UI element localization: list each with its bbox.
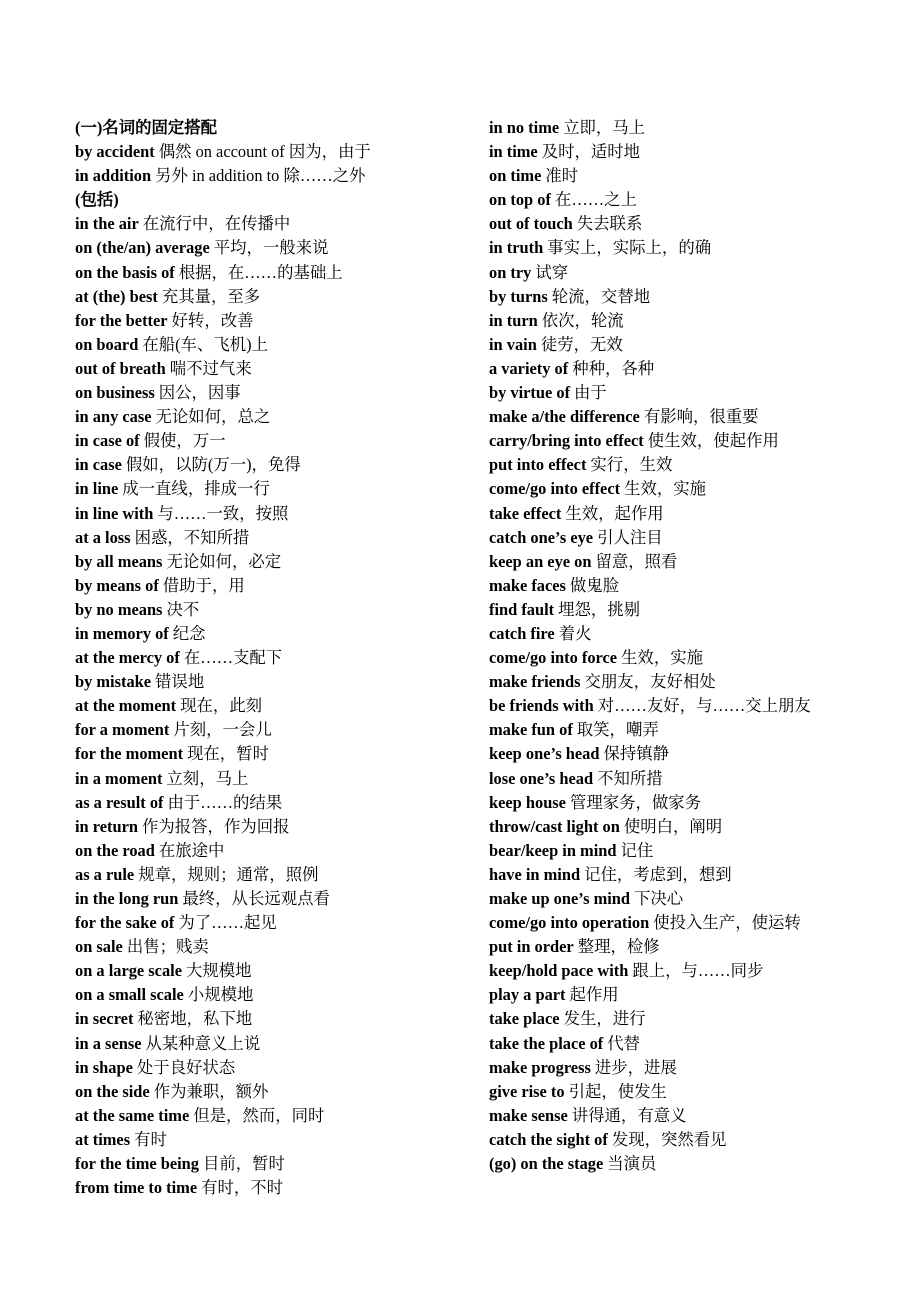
phrase-entry	[75, 959, 440, 983]
phrase-english: by means of	[75, 575, 159, 595]
phrase-entry	[75, 381, 440, 405]
phrase-chinese: 现在，此刻	[180, 696, 263, 716]
phrase-chinese: 由于……的结果	[167, 792, 283, 812]
phrase-chinese: 处于良好状态	[136, 1057, 236, 1077]
phrase-chinese: 试穿	[535, 262, 569, 282]
phrase-chinese: 在船(车、飞机)上	[142, 334, 268, 354]
phrase-entry	[75, 815, 440, 839]
phrase-english: in any case	[75, 407, 152, 427]
phrase-entry	[489, 1104, 849, 1128]
phrase-entry	[489, 742, 849, 766]
phrase-chinese: 及时，适时地	[541, 142, 641, 162]
phrase-entry	[489, 1128, 849, 1152]
phrase-english: on (the/an) average	[75, 238, 210, 258]
phrase-english: by accident	[75, 142, 155, 162]
phrase-entry	[75, 887, 440, 911]
phrase-entry	[75, 1056, 440, 1080]
phrase-english: in truth	[489, 238, 544, 258]
phrase-chinese: 成一直线，排成一行	[122, 479, 270, 499]
phrase-chinese: 现在，暂时	[187, 744, 269, 764]
phrase-entry	[75, 309, 440, 333]
phrase-english: put into effect	[489, 455, 587, 475]
phrase-entry	[75, 357, 440, 381]
phrase-entry	[489, 405, 849, 429]
phrase-english: in secret	[75, 1009, 134, 1029]
phrase-english: catch the sight of	[489, 1129, 608, 1149]
phrase-entry	[489, 1007, 849, 1031]
phrase-chinese: 下决心	[634, 889, 684, 908]
phrase-english: make up one’s mind	[489, 889, 631, 908]
phrase-chinese: 在流行中，在传播中	[142, 214, 291, 234]
phrase-chinese: 与……一致，按照	[157, 503, 289, 523]
phrase-chinese: 作为兼职，额外	[153, 1081, 269, 1101]
phrase-entry	[489, 477, 849, 501]
phrase-chinese: 因公，因事	[158, 383, 241, 403]
phrase-entry	[75, 188, 440, 212]
phrase-chinese: 讲得通，有意义	[571, 1105, 687, 1125]
phrase-chinese: 生效，实施	[624, 479, 707, 499]
phrase-entry	[75, 1128, 440, 1152]
phrase-entry	[489, 1056, 849, 1080]
phrase-entry	[75, 694, 440, 718]
phrase-english: (一)名词的固定搭配	[75, 118, 218, 137]
phrase-entry	[489, 453, 849, 477]
phrase-chinese: 另外 in addition to 除……之外	[155, 166, 366, 186]
phrase-entry	[489, 1152, 849, 1176]
phrase-chinese: 留意，照看	[595, 551, 678, 571]
phrase-english: make friends	[489, 672, 581, 692]
phrase-english: in vain	[489, 334, 537, 354]
phrase-english: on the side	[75, 1081, 150, 1101]
phrase-entry	[75, 502, 440, 526]
phrase-english: for the better	[75, 310, 168, 330]
phrase-chinese: 种种，各种	[572, 358, 655, 378]
phrase-chinese: 失去联系	[576, 214, 643, 234]
phrase-chinese: 纪念	[172, 623, 206, 643]
phrase-english: on sale	[75, 937, 123, 957]
phrase-entry	[489, 622, 849, 646]
phrase-chinese: 实行，生效	[590, 455, 673, 475]
phrase-english: at (the) best	[75, 286, 158, 306]
phrase-english: take effect	[489, 503, 562, 523]
phrase-entry	[75, 670, 440, 694]
phrase-entry	[489, 116, 849, 140]
phrase-english: find fault	[489, 599, 555, 619]
phrase-english: carry/bring into effect	[489, 431, 644, 451]
phrase-entry	[75, 140, 440, 164]
phrase-chinese: 轮流，交替地	[551, 286, 651, 306]
phrase-chinese: 出售；贱卖	[126, 937, 209, 957]
phrase-chinese: 引人注目	[597, 527, 663, 547]
phrase-entry	[75, 863, 440, 887]
phrase-chinese: 平均，一般来说	[213, 238, 329, 258]
phrase-english: keep an eye on	[489, 551, 592, 571]
phrase-entry	[75, 477, 440, 501]
phrase-english: make progress	[489, 1057, 591, 1077]
phrase-chinese: 作为报答，作为回报	[142, 816, 290, 836]
phrase-english: in no time	[489, 118, 560, 137]
phrase-chinese: 借助于，用	[162, 575, 245, 595]
phrase-chinese: 当演员	[607, 1154, 657, 1174]
phrase-english: by turns	[489, 286, 548, 306]
phrase-entry	[489, 188, 849, 212]
phrase-chinese: 立刻，马上	[166, 768, 249, 788]
phrase-chinese: 记住，考虑到，想到	[584, 864, 732, 884]
phrase-english: play a part	[489, 985, 566, 1005]
phrase-chinese: 假使，万一	[143, 431, 226, 451]
phrase-entry	[75, 212, 440, 236]
phrase-entry	[489, 309, 849, 333]
phrase-chinese: 假如，以防(万一)，免得	[125, 455, 301, 475]
phrase-entry	[489, 285, 849, 309]
phrase-entry	[489, 140, 849, 164]
phrase-entry	[489, 983, 849, 1007]
phrase-entry	[75, 1152, 440, 1176]
phrase-entry	[75, 646, 440, 670]
phrase-english: take place	[489, 1009, 560, 1029]
phrase-entry	[489, 791, 849, 815]
phrase-english: out of breath	[75, 358, 166, 378]
phrase-english: at the mercy of	[75, 648, 180, 668]
phrase-entry	[75, 550, 440, 574]
phrase-entry	[75, 1104, 440, 1128]
phrase-english: as a result of	[75, 792, 164, 812]
phrase-entry	[489, 212, 849, 236]
phrase-english: in a sense	[75, 1033, 142, 1053]
phrase-english: a variety of	[489, 358, 569, 378]
phrase-chinese: 依次，轮流	[541, 310, 624, 330]
phrase-entry	[75, 767, 440, 791]
phrase-entry	[75, 598, 440, 622]
phrase-english: in case of	[75, 431, 140, 451]
phrase-chinese: 喘不过气来	[169, 358, 252, 378]
phrase-entry	[489, 1032, 849, 1056]
phrase-entry	[489, 381, 849, 405]
phrase-english: as a rule	[75, 864, 135, 884]
phrase-chinese: 困惑，不知所措	[134, 527, 250, 547]
phrase-entry	[75, 1032, 440, 1056]
phrase-chinese: 小规模地	[187, 985, 254, 1005]
phrase-entry	[75, 429, 440, 453]
phrase-entry	[489, 261, 849, 285]
phrase-chinese: 保持镇静	[603, 744, 670, 764]
phrase-english: have in mind	[489, 864, 581, 884]
phrase-entry	[489, 670, 849, 694]
phrase-entry	[489, 911, 849, 935]
phrase-entry	[75, 791, 440, 815]
phrase-chinese: 管理家务，做家务	[569, 792, 702, 812]
phrase-english: keep/hold pace with	[489, 961, 629, 981]
phrase-english: be friends with	[489, 696, 594, 716]
phrase-chinese: 交朋友，友好相处	[584, 672, 716, 692]
phrase-english: make fun of	[489, 720, 573, 740]
phrase-entry	[75, 622, 440, 646]
phrase-chinese: 由于	[574, 383, 607, 403]
phrase-english: for the moment	[75, 744, 184, 764]
phrase-english: for the sake of	[75, 913, 175, 933]
phrase-english: bear/keep in mind	[489, 840, 617, 860]
phrase-entry	[489, 694, 849, 718]
phrase-english: in line with	[75, 503, 154, 523]
phrase-english: take the place of	[489, 1033, 604, 1053]
phrase-english: catch one’s eye	[489, 527, 594, 547]
phrase-chinese: 引起，使发生	[568, 1081, 667, 1101]
phrase-english: keep house	[489, 792, 566, 812]
phrase-chinese: 片刻，一会儿	[173, 720, 272, 740]
phrase-english: give rise to	[489, 1081, 565, 1101]
phrase-english: keep one’s head	[489, 744, 600, 764]
phrase-english: on board	[75, 334, 139, 354]
phrase-english: lose one’s head	[489, 768, 594, 788]
phrase-chinese: 充其量，至多	[161, 286, 261, 306]
phrase-entry	[489, 1080, 849, 1104]
phrase-entry	[75, 983, 440, 1007]
phrase-english: at a loss	[75, 527, 131, 547]
phrase-entry	[489, 935, 849, 959]
phrase-english: in addition	[75, 166, 152, 186]
phrase-chinese: 对……友好，与……交上朋友	[597, 696, 811, 716]
phrase-entry	[75, 261, 440, 285]
phrase-english: in return	[75, 816, 138, 836]
phrase-entry	[75, 405, 440, 429]
phrase-chinese: 记住	[620, 840, 654, 860]
phrase-chinese: 根据，在……的基础上	[178, 262, 343, 282]
phrase-entry	[75, 333, 440, 357]
phrase-chinese: 代替	[607, 1033, 641, 1053]
phrase-chinese: 立即，马上	[563, 118, 646, 137]
phrase-entry	[489, 357, 849, 381]
phrase-entry	[75, 911, 440, 935]
phrase-english: put in order	[489, 937, 574, 957]
left-column	[75, 116, 440, 1200]
phrase-entry	[75, 1176, 440, 1200]
phrase-english: in shape	[75, 1057, 133, 1077]
phrase-english: for the time being	[75, 1154, 199, 1174]
phrase-chinese: 最终，从长远观点看	[182, 889, 330, 908]
phrase-entry	[75, 1080, 440, 1104]
phrase-english: at the moment	[75, 696, 177, 716]
phrase-entry	[489, 598, 849, 622]
phrase-chinese: 有时，不时	[201, 1178, 284, 1198]
phrase-entry	[75, 285, 440, 309]
phrase-english: in line	[75, 479, 119, 499]
phrase-entry	[489, 236, 849, 260]
phrase-chinese: 起作用	[569, 985, 619, 1005]
phrase-english: in turn	[489, 310, 538, 330]
phrase-english: on a small scale	[75, 985, 184, 1005]
phrase-chinese: 跟上，与……同步	[632, 961, 764, 981]
phrase-english: out of touch	[489, 214, 573, 234]
phrase-english: by no means	[75, 599, 163, 619]
phrase-english: (go) on the stage	[489, 1154, 604, 1174]
phrase-entry	[489, 164, 849, 188]
phrase-english: in case	[75, 455, 122, 475]
phrase-entry	[75, 718, 440, 742]
phrase-entry	[75, 839, 440, 863]
phrase-english: in time	[489, 142, 538, 162]
phrase-chinese: 从某种意义上说	[145, 1033, 261, 1053]
phrase-english: (包括)	[75, 190, 119, 210]
phrase-chinese: 在……支配下	[183, 648, 283, 668]
phrase-chinese: 好转，改善	[171, 310, 254, 330]
phrase-entry	[489, 574, 849, 598]
phrase-chinese: 埋怨，挑剔	[558, 599, 641, 619]
phrase-entry	[489, 550, 849, 574]
phrase-entry	[75, 1007, 440, 1031]
phrase-entry	[489, 646, 849, 670]
phrase-english: on top of	[489, 190, 551, 210]
phrase-chinese: 着火	[558, 623, 592, 643]
phrase-english: make sense	[489, 1105, 568, 1125]
phrase-english: come/go into operation	[489, 913, 650, 933]
phrase-entry	[75, 526, 440, 550]
phrase-chinese: 生效，起作用	[565, 503, 664, 523]
phrase-entry	[75, 164, 440, 188]
phrase-chinese: 使生效，使起作用	[647, 431, 779, 451]
phrase-chinese: 事实上，实际上，的确	[547, 238, 712, 258]
phrase-chinese: 秘密地，私下地	[137, 1009, 253, 1029]
phrase-english: in memory of	[75, 623, 169, 643]
phrase-entry	[489, 887, 849, 911]
phrase-chinese: 目前，暂时	[202, 1154, 285, 1174]
phrase-english: come/go into force	[489, 648, 618, 668]
phrase-chinese: 无论如何，总之	[155, 407, 271, 427]
phrase-entry	[489, 815, 849, 839]
phrase-english: at times	[75, 1129, 131, 1149]
phrase-chinese: 但是，然而，同时	[193, 1105, 325, 1125]
phrase-entry	[75, 574, 440, 598]
phrase-english: by virtue of	[489, 383, 571, 403]
phrase-entry	[489, 429, 849, 453]
phrase-english: throw/cast light on	[489, 816, 620, 836]
phrase-chinese: 徒劳，无效	[540, 334, 623, 354]
phrase-english: make faces	[489, 575, 566, 595]
phrase-entry	[489, 526, 849, 550]
phrase-english: on time	[489, 166, 542, 186]
phrase-english: come/go into effect	[489, 479, 621, 499]
phrase-english: make a/the difference	[489, 407, 640, 427]
phrase-entry	[75, 453, 440, 477]
phrase-chinese: 发生，进行	[563, 1009, 646, 1029]
phrase-chinese: 错误地	[155, 672, 205, 692]
phrase-chinese: 发现，突然看见	[611, 1129, 727, 1149]
phrase-english: by all means	[75, 551, 163, 571]
phrase-chinese: 在……之上	[554, 190, 637, 210]
phrase-chinese: 无论如何，必定	[166, 551, 282, 571]
phrase-english: on try	[489, 262, 532, 282]
phrase-chinese: 有时	[134, 1129, 167, 1149]
phrase-chinese: 大规模地	[185, 961, 252, 981]
phrase-entry	[75, 742, 440, 766]
phrase-english: on a large scale	[75, 961, 182, 981]
phrase-entry	[489, 863, 849, 887]
phrase-chinese: 做鬼脸	[569, 575, 620, 595]
phrase-english: for a moment	[75, 720, 170, 740]
phrase-english: at the same time	[75, 1105, 190, 1125]
phrase-entry	[75, 116, 440, 140]
phrase-english: on the road	[75, 840, 155, 860]
right-column	[489, 116, 849, 1176]
phrase-chinese: 在旅途中	[158, 840, 225, 860]
phrase-entry	[489, 959, 849, 983]
phrase-chinese: 不知所措	[597, 768, 663, 788]
phrase-english: on the basis of	[75, 262, 175, 282]
phrase-chinese: 使投入生产，使运转	[653, 913, 801, 933]
phrase-chinese: 有影响，很重要	[643, 407, 759, 427]
phrase-english: in the air	[75, 214, 139, 234]
phrase-entry	[489, 502, 849, 526]
phrase-chinese: 偶然 on account of 因为，由于	[158, 142, 371, 162]
phrase-chinese: 为了……起见	[178, 913, 277, 933]
phrase-chinese: 使明白，阐明	[623, 816, 723, 836]
phrase-chinese: 进步，进展	[594, 1057, 677, 1077]
phrase-chinese: 整理，检修	[577, 937, 660, 957]
phrase-english: from time to time	[75, 1178, 198, 1198]
phrase-entry	[75, 935, 440, 959]
phrase-english: in the long run	[75, 889, 179, 908]
phrase-english: in a moment	[75, 768, 163, 788]
phrase-entry	[75, 236, 440, 260]
phrase-entry	[489, 839, 849, 863]
phrase-chinese: 准时	[545, 166, 579, 186]
phrase-chinese: 规章，规则；通常，照例	[138, 864, 319, 884]
phrase-english: on business	[75, 383, 155, 403]
phrase-entry	[489, 718, 849, 742]
phrase-chinese: 决不	[166, 599, 200, 619]
phrase-english: by mistake	[75, 672, 152, 692]
phrase-chinese: 生效，实施	[621, 648, 703, 668]
phrase-english: catch fire	[489, 623, 555, 643]
phrase-entry	[489, 333, 849, 357]
phrase-chinese: 取笑，嘲弄	[576, 720, 659, 740]
phrase-entry	[489, 767, 849, 791]
